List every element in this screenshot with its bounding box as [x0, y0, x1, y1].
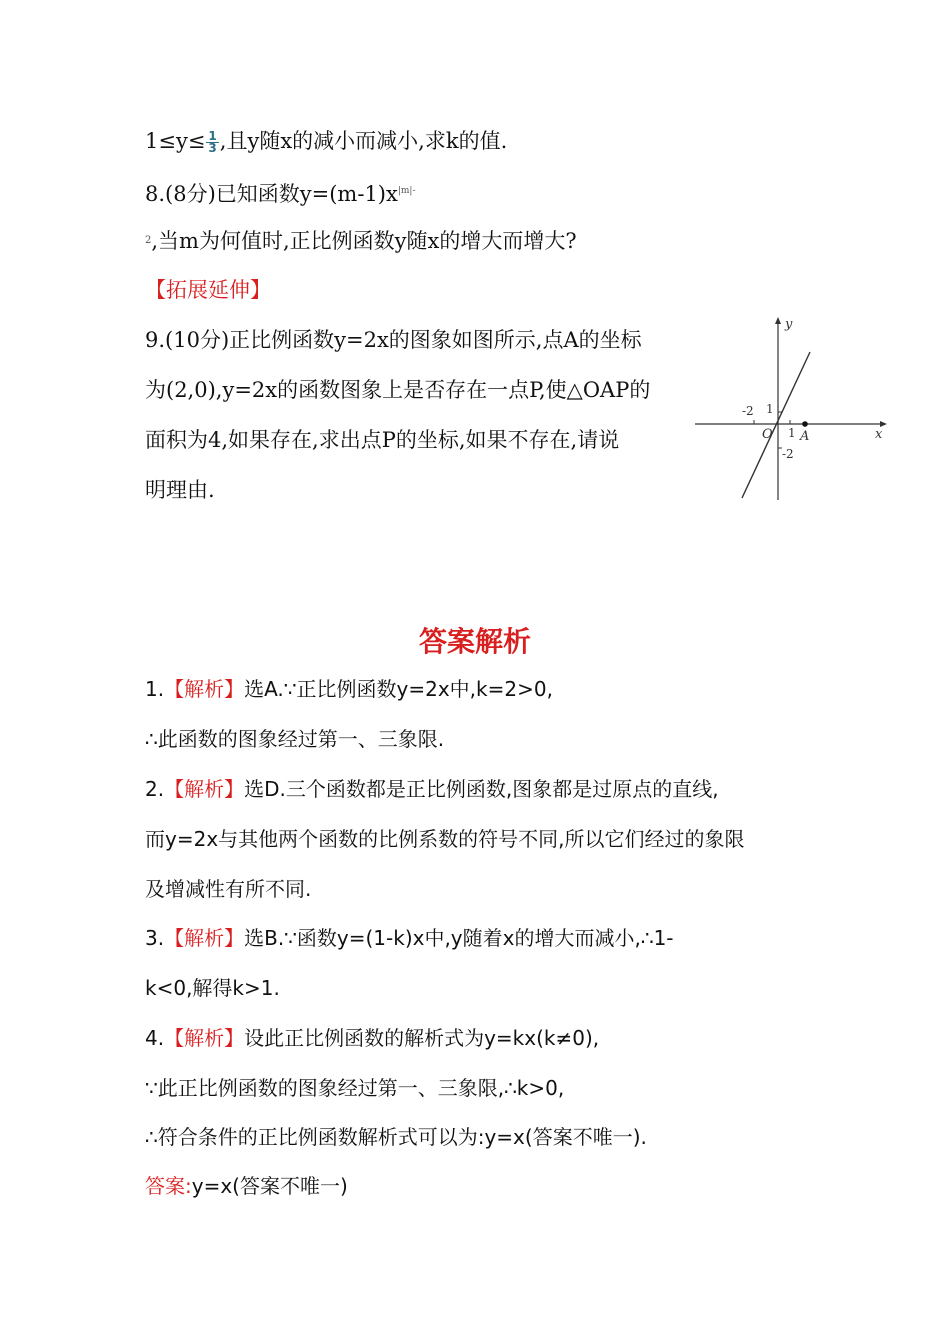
x-neg-tick-label: -2: [742, 404, 754, 418]
final-answer-text: y=x(答案不唯一): [191, 1174, 348, 1198]
extension-heading: 【拓展延伸】: [145, 278, 271, 302]
q8-line-1: [145, 176, 415, 209]
answer-1-line-2: ∴此函数的图象经过第一、三象限.: [145, 727, 445, 751]
final-answer-line: [145, 1171, 348, 1201]
q8-text-2: ,当m为何值时,正比例函数y随x的增大而增大?: [151, 229, 577, 253]
answer-3-line-2: k<0,解得k>1.: [145, 976, 280, 1000]
origin-label: O: [762, 427, 773, 442]
y-axis-label: y: [785, 317, 793, 332]
y-axis-arrow: [775, 317, 781, 324]
x-pos-tick-label: 1: [788, 426, 796, 440]
q8-exponent: |m|-: [397, 186, 416, 196]
answer-number: 1.: [145, 677, 165, 701]
fraction-numerator: 1: [208, 129, 217, 143]
fraction-denominator: 3: [208, 141, 217, 155]
coordinate-graph: [690, 312, 890, 504]
q8-line-2: [145, 226, 577, 256]
answer-number: 2.: [145, 777, 165, 801]
y-pos-tick-label: 1: [766, 402, 774, 416]
answer-heading: 答案解析: [418, 625, 531, 658]
analysis-tag: 【解析】: [164, 926, 245, 950]
q8-text: 8.(8分)已知函数y=(m-1)x: [145, 182, 398, 206]
q9-line-1: 9.(10分)正比例函数y=2x的图象如图所示,点A的坐标: [145, 328, 642, 352]
analysis-tag: 【解析】: [164, 677, 245, 701]
q9-line-3: 面积为4,如果存在,求出点P的坐标,如果不存在,请说: [145, 428, 620, 452]
answer-text: 选A.∵正比例函数y=2x中,k=2>0,: [244, 677, 553, 701]
q7-suffix: ,且y随x的减小而减小,求k的值.: [219, 129, 508, 153]
point-a: [802, 421, 808, 427]
answer-text: 选D.三个函数都是正比例函数,图象都是过原点的直线,: [244, 777, 719, 801]
x-axis-label: x: [875, 427, 883, 442]
answer-2-line-1: [145, 774, 719, 804]
function-line: [742, 352, 810, 498]
fraction-one-third: [206, 131, 218, 154]
final-answer-label: 答案:: [145, 1174, 192, 1198]
answer-2-line-2: 而y=2x与其他两个函数的比例系数的符号不同,所以它们经过的象限: [145, 827, 745, 851]
q8-exponent-tail: 2: [145, 235, 152, 246]
answer-4-line-2: ∵此正比例函数的图象经过第一、三象限,∴k>0,: [145, 1076, 565, 1100]
answer-2-line-3: 及增减性有所不同.: [145, 877, 312, 901]
q9-line-2: 为(2,0),y=2x的函数图象上是否存在一点P,使△OAP的: [145, 378, 651, 402]
y-neg-tick-label: -2: [782, 447, 794, 461]
q7-line: [145, 126, 507, 156]
q9-line-4: 明理由.: [145, 478, 215, 502]
analysis-tag: 【解析】: [164, 777, 245, 801]
answer-number: 3.: [145, 926, 165, 950]
point-a-label: A: [800, 429, 810, 444]
q7-prefix: 1≤y≤: [145, 129, 206, 153]
analysis-tag: 【解析】: [164, 1026, 245, 1050]
answer-3-line-1: [145, 923, 674, 953]
answer-number: 4.: [145, 1026, 165, 1050]
answer-text: 设此正比例函数的解析式为y=kx(k≠0),: [244, 1026, 600, 1050]
answer-4-line-3: ∴符合条件的正比例函数解析式可以为:y=x(答案不唯一).: [145, 1125, 647, 1149]
answer-1-line-1: [145, 674, 553, 704]
answer-4-line-1: [145, 1023, 599, 1053]
answer-text: 选B.∵函数y=(1-k)x中,y随着x的增大而减小,∴1-: [244, 926, 674, 950]
